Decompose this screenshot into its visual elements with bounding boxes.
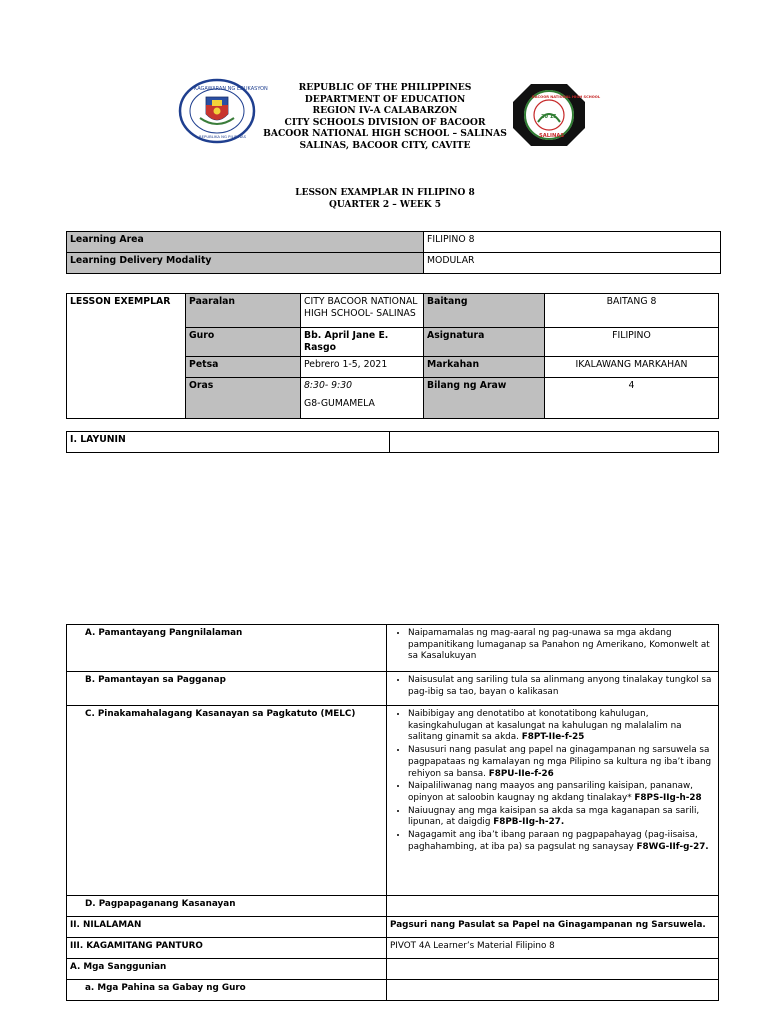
kagamitang-panturo-value: PIVOT 4A Learner’s Material Filipino 8 (387, 938, 719, 959)
pahina-gabay-guro-value (387, 980, 719, 1001)
school-seal-logo (511, 82, 601, 148)
deped-seal-logo (178, 78, 268, 144)
melc-code: F8PS-IIg-h-28 (634, 792, 702, 803)
header-line-address: SALINAS, BACOOR CITY, CAVITE (299, 139, 471, 151)
document-header (260, 82, 510, 152)
melc-text: Naipaliliwanag nang maayos ang pansariling kaisipan, pananaw, opinyon at saloobin kaugnay ng akdang tinalakay* (408, 781, 693, 803)
markahan-label: Markahan (424, 357, 545, 378)
deped-seal-text-top: KAGAWARAN NG EDUKASYON (194, 86, 268, 92)
pagpapaganang-kasanayan-label: D. Pagpapaganang Kasanayan (67, 896, 387, 917)
layunin-value (390, 432, 719, 453)
list-item: • Naisusulat ang sariling tula sa alinmang anyong tinalakay tungkol sa pag-ibig sa tao, bayan o kalikasan (408, 674, 715, 698)
melc-text: Naiuugnay ang mga kaisipan sa akda sa mga kaganapan sa sarili, lipunan, at daigdig (408, 805, 700, 828)
school-seal-year: 20 15 (541, 114, 557, 120)
kagamitang-panturo-label: III. KAGAMITANG PANTURO (67, 938, 387, 959)
melc-code: F8PT-IIe-f-25 (521, 732, 585, 743)
header-line-region: REGION IV-A CALABARZON (312, 105, 458, 117)
oras-value: 8:30- 9:30 (304, 380, 353, 391)
melc-code: F8PU-IIe-f-26 (488, 768, 554, 779)
list-item (408, 708, 715, 744)
list-item (408, 805, 715, 829)
header-line-republic: REPUBLIC OF THE PHILIPPINES (298, 82, 472, 93)
pamantayan-sa-pagganap-label: B. Pamantayan sa Pagganap (67, 672, 387, 706)
paaralan-label: Paaralan (186, 294, 301, 328)
list-item (408, 780, 715, 804)
title-line-2: QUARTER 2 – WEEK 5 (329, 199, 441, 210)
guro-label: Guro (186, 328, 301, 357)
melc-text: Nagagamit ang iba’t ibang paraan ng pagpapahayag (pag-iisaisa, paghahambing, at iba pa) sa pagsulat ng sanaysay (408, 830, 698, 852)
modality-label: Learning Delivery Modality (67, 253, 424, 274)
melc-code: F8WG-IIf-g-27. (636, 841, 709, 852)
melc-list (390, 708, 715, 853)
lesson-exemplar-title: LESSON EXEMPLAR (67, 294, 186, 419)
learning-area-table (66, 231, 721, 274)
markahan-value: IKALAWANG MARKAHAN (545, 357, 719, 378)
melc-cell (387, 706, 719, 896)
list-item: • Naipamamalas ng mag-aaral ng pag-unawa sa mga akdang pampanitikang lumaganap sa Panahon ng Amerikano, Komonwelt at sa Kasalukuyan (408, 627, 715, 663)
melc-label: C. Pinakamahalagang Kasanayan sa Pagkatuto (MELC) (67, 706, 387, 896)
baitang-label: Baitang (424, 294, 545, 328)
deped-seal-text-bottom: REPUBLIKA NG PILIPINAS (199, 134, 247, 139)
modality-value: MODULAR (424, 253, 721, 274)
school-seal-text: BACOOR NATIONAL HIGH SCHOOL (532, 95, 601, 99)
melc-text: Nasusuri nang pasulat ang papel na ginagampanan ng sarsuwela sa pagpapataas ng kamalayan ng mga Pilipino sa kultura ng iba’t ibang rehiyon sa bansa. (408, 745, 712, 779)
learning-area-label: Learning Area (67, 232, 424, 253)
pamantayang-pangnilalaman-label: A. Pamantayang Pangnilalaman (67, 625, 387, 672)
pagpapaganang-kasanayan-value (387, 896, 719, 917)
layunin-label: I. LAYUNIN (67, 432, 390, 453)
mga-sanggunian-label: A. Mga Sanggunian (67, 959, 387, 980)
learning-area-value: FILIPINO 8 (424, 232, 721, 253)
mga-sanggunian-value (387, 959, 719, 980)
school-seal-bottom: SALINAS (539, 133, 565, 139)
oras-cell (301, 378, 424, 419)
paaralan-value: CITY BACOOR NATIONAL HIGH SCHOOL- SALINAS (301, 294, 424, 328)
baitang-value: BAITANG 8 (545, 294, 719, 328)
pahina-gabay-guro-label: a. Mga Pahina sa Gabay ng Guro (67, 980, 387, 1001)
petsa-value: Pebrero 1-5, 2021 (301, 357, 424, 378)
bilang-label: Bilang ng Araw (424, 378, 545, 419)
asignatura-label: Asignatura (424, 328, 545, 357)
guro-value: Bb. April Jane E. Rasgo (301, 328, 424, 357)
pamantayang-pangnilalaman-cell (387, 625, 719, 672)
melc-code: F8PB-IIg-h-27. (493, 817, 565, 828)
document-title (260, 188, 510, 211)
title-line-1: LESSON EXAMPLAR IN FILIPINO 8 (295, 188, 475, 198)
nilalaman-value: Pagsuri nang Pasulat sa Papel na Ginagampanan ng Sarsuwela. (387, 917, 719, 938)
list-item (408, 744, 715, 780)
lesson-exemplar-table (66, 293, 719, 419)
layunin-table (66, 431, 719, 453)
bilang-value: 4 (545, 378, 719, 419)
section-value: G8-GUMAMELA (304, 398, 375, 409)
pamantayan-sa-pagganap-list (390, 674, 715, 698)
header-line-deped: DEPARTMENT OF EDUCATION (304, 93, 466, 105)
header-line-division: CITY SCHOOLS DIVISION OF BACOOR (284, 116, 486, 128)
oras-label: Oras (186, 378, 301, 419)
melc-text: Naibibigay ang denotatibo at konotatibong kahulugan, kasingkahulugan at kasalungat na kahulugan ng malalalim na salitang ginamit sa akda. (408, 709, 682, 743)
petsa-label: Petsa (186, 357, 301, 378)
pamantayang-pangnilalaman-list (390, 627, 715, 663)
pamantayan-sa-pagganap-cell (387, 672, 719, 706)
nilalaman-label: II. NILALAMAN (67, 917, 387, 938)
asignatura-value: FILIPINO (545, 328, 719, 357)
list-item (408, 829, 715, 853)
objectives-table (66, 624, 719, 1001)
header-line-school: BACOOR NATIONAL HIGH SCHOOL – SALINAS (263, 128, 507, 140)
